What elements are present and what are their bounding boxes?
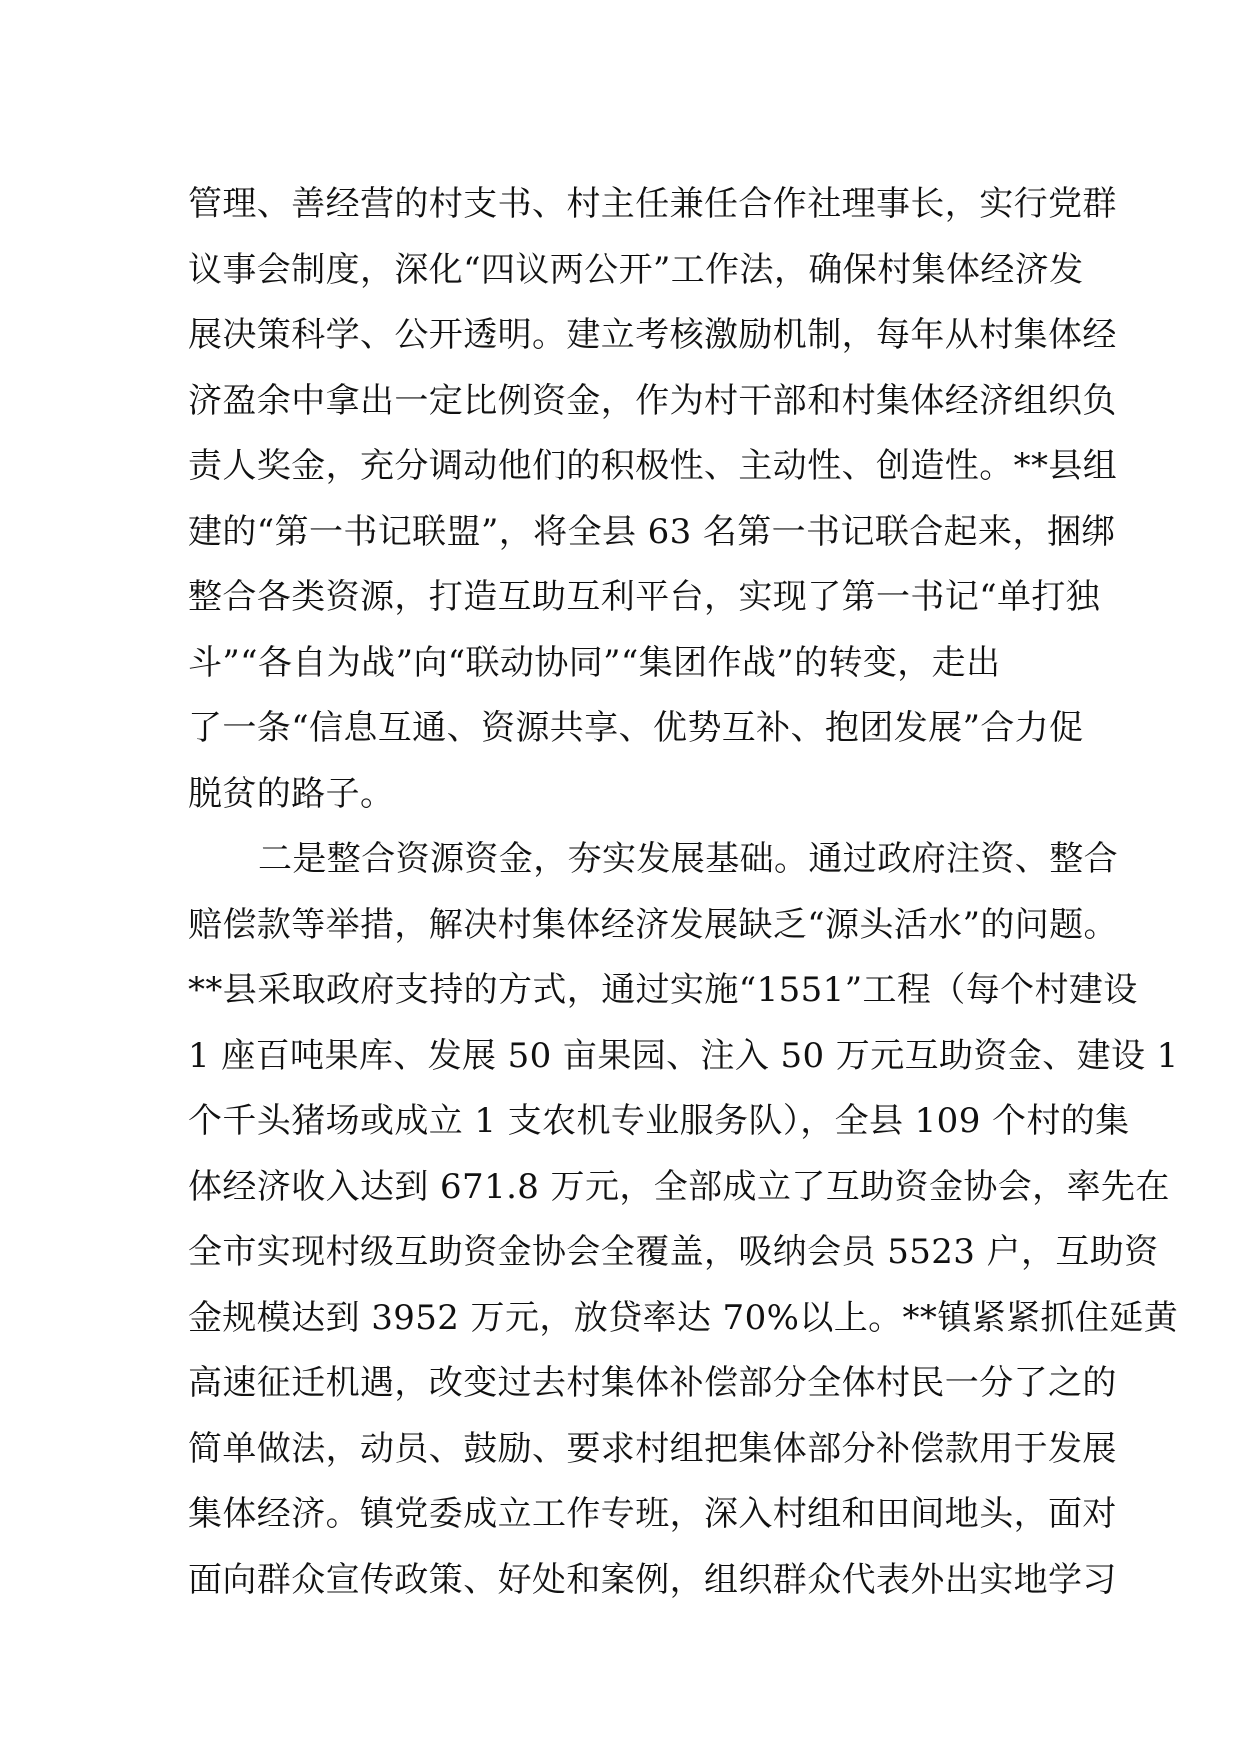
text-line: 责人奖金，充分调动他们的积极性、主动性、创造性。**县组 <box>188 446 1118 486</box>
text-line: 建的“第一书记联盟”，将全县 63 名第一书记联合起来，捆绑 <box>188 511 1116 552</box>
text-line: 体经济收入达到 671.8 万元，全部成立了互助资金协会，率先在 <box>188 1166 1170 1207</box>
paragraph-first-line: 二是整合资源资金，夯实发展基础。通过政府注资、整合 <box>258 839 1118 879</box>
document-body <box>188 172 1179 1613</box>
text-line: 全市实现村级互助资金协会全覆盖，吸纳会员 5523 户，互助资 <box>188 1232 1159 1272</box>
text-line: 展决策科学、公开透明。建立考核激励机制，每年从村集体经 <box>188 315 1117 355</box>
text-line: 管理、善经营的村支书、村主任兼任合作社理事长，实行党群 <box>188 184 1117 224</box>
text-line: 个千头猪场或成立 1 支农机专业服务队），全县 109 个村的集 <box>188 1101 1130 1141</box>
text-line: 简单做法，动员、鼓励、要求村组把集体部分补偿款用于发展 <box>188 1428 1117 1469</box>
text-line: 脱贫的路子。 <box>188 773 395 814</box>
text-line: 面向群众宣传政策、好处和案例，组织群众代表外出实地学习 <box>188 1559 1117 1600</box>
text-line: 整合各类资源，打造互助互利平台，实现了第一书记“单打独 <box>188 577 1101 617</box>
text-line: 了一条“信息互通、资源共享、优势互补、抱团发展”合力促 <box>188 708 1084 748</box>
text-line: 金规模达到 3952 万元，放贷率达 70%以上。**镇紧紧抓住延黄 <box>188 1297 1179 1338</box>
text-line: 赔偿款等举措，解决村集体经济发展缺乏“源头活水”的问题。 <box>188 904 1118 945</box>
text-line: 1 座百吨果库、发展 50 亩果园、注入 50 万元互助资金、建设 1 <box>188 1035 1179 1076</box>
text-line: 济盈余中拿出一定比例资金，作为村干部和村集体经济组织负 <box>188 380 1117 421</box>
text-line: 议事会制度，深化“四议两公开”工作法，确保村集体经济发 <box>188 249 1084 290</box>
text-line: **县采取政府支持的方式，通过实施“1551”工程（每个村建设 <box>188 970 1138 1010</box>
text-line: 高速征迁机遇，改变过去村集体补偿部分全体村民一分了之的 <box>188 1363 1117 1403</box>
text-line: 集体经济。镇党委成立工作专班，深入村组和田间地头，面对 <box>188 1494 1117 1534</box>
text-line: 斗”“各自为战”向“联动协同”“集团作战”的转变，走出 <box>188 642 1001 683</box>
